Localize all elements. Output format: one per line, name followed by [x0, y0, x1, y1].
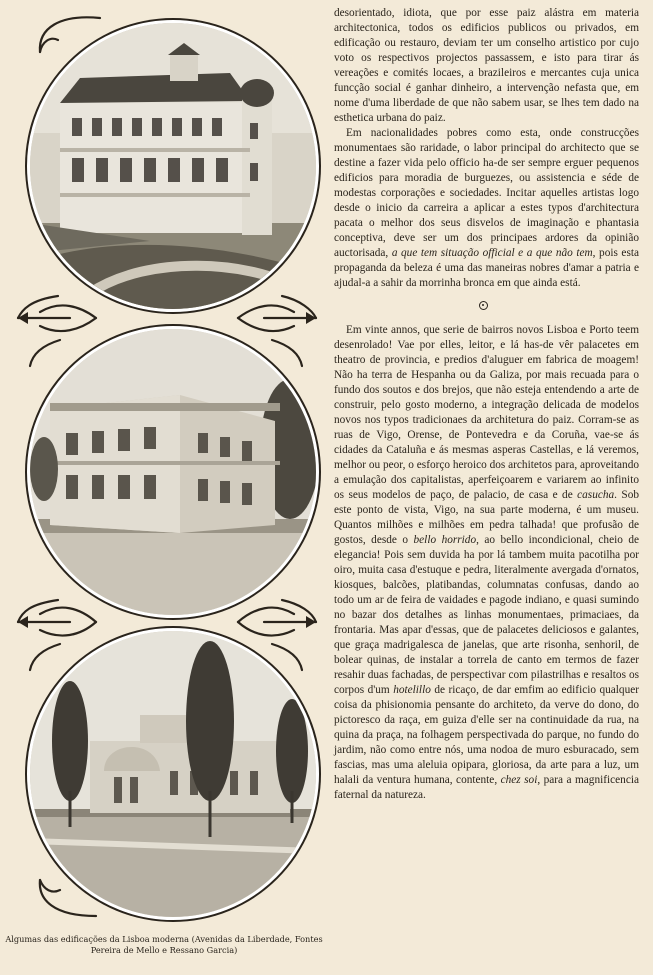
- photo-palace: [27, 326, 319, 618]
- italic-phrase-bello-horrido: bello horrido: [413, 534, 477, 546]
- photo-column: [0, 0, 330, 955]
- section-separator: [334, 291, 639, 323]
- paragraph-2: Em nacionalidades pobres como esta, onde construcções monumentaes são raridade, o labor principal do architecto que se destine a fazer vida pelo officio ha-de ser sempre erguer pequenos edificios para moradia de burguezes, ou assistencia e séde de modestas corporações e sociedades. Incitar aquelles artistas logo desde o inicio da carreira a aplicar a estes typos d'architectura pacata o melhor dos seus disvelos de imaginação e phantasia conceptiva, deve ser um dos principaes ardores da opinião auctorisada, a que tem situação official e a que não tem, pois esta propaganda da beleza é uma das maneiras nobres d'amar a patria e ajudal-a a sahir da morrinha bronca em que ainda está.: [334, 127, 639, 289]
- paragraph-1: desorientado, idiota, que por esse paiz alástra em materia architectonica, todos os edificios publicos ou privados, em edificação ou restauro, deviam ter um conselho artistico por cujo voto os respectivos projectos passassem, e isto para tirar ás vereações e comités locaes, a brazileiros e mercantes cuja unica funcção social é ganhar dinheiro, a intervenção nefasta que, em nome d'uma liberdade de que não sabem usar, se lhes tem dado na esthetica urbana do paiz.: [334, 7, 639, 124]
- italic-phrase: a que tem situação official e a que não tem: [391, 247, 593, 259]
- ring-separator-icon: [479, 301, 488, 310]
- italic-phrase-chez-soi: chez soi: [500, 774, 538, 786]
- italic-word-casucha: casucha: [577, 489, 615, 501]
- italic-word-hotelillo: hotelillo: [393, 684, 431, 696]
- article-text-column: [334, 6, 639, 803]
- photo-caption: Algumas das edificações da Lisboa moderna (Avenidas da Liberdade, Fontes Pereira de Mello e Ressano Garcia): [5, 934, 323, 955]
- photo-villa: [27, 20, 319, 312]
- photo-avenue-building: [27, 628, 319, 920]
- paragraph-3: Em vinte annos, que serie de bairros novos Lisboa e Porto teem desenrolado! Vae por elles, leitor, e lá has-de vêr palacetes em theatro de provincia, e predios d'aluguer em fabrica de moagem! Não ha terra de Hespanha ou da Galiza, por mais recuada para o fundo dos soutos e dos brejos, que não esteja entendendo a arte de construir, pelo gosto moderno, a integração delicada de modelos novos nos typos tradicionaes da architetura do paiz. Corram-se as ruas de Vigo, Orense, de Pontevedra e da Coruña, vae-se ás cidades da Cataluña e ás mesmas asperas Castellas, e lá veremos, melhor ou peor, o esforço heroico dos architetos para, aproveitando a emulação dos capitalistas, aperfeiçoarem e variarem ao infinito os seus modelos de paço, de palacio, de casa e de casucha. Sob este ponto de vista, Vigo, na sua parte moderna, é um museu. Quantos milhões e milhões em pedra talhada! que profusão de gostos, desde o bello horrido, ao bello incondicional, cheio de elegancia! Pois sem duvida ha por lá tambem muita pacotilha por oiro, muita casa d'estuque e pedra, literalmente avergada d'ornatos, kiosques, balcões, platibandas, columnatas confusas, dando ao todo um ar de feira de vaidades e pagode indiano, e quasi sumindo no bazar dos detalhes as linhas monumentaes, primaciaes, da frontaria. Mas apar d'essas, que de palacetes deliciosos e galantes, que graça madrigalesca de janelas, que arte risonha, senhoril, de bolear quinas, de instalar a torrela de canto em termos de fazer resahir duas fachadas, de perspectivar com pilastrilhas e resaltos os corpos d'um hotelillo de ricaço, de dar emfim ao edificio qualquer coisa da phisionomia pensante do architeto, da verve do dono, do pictoresco da raça, em guiza d'elle ser na continuidade da rua, na quina da praça, na folhagem perspectivada do parque, no fundo do jardim, não como entre nós, uma nodoa de muro esburacado, sem fascias, mas uma aleluia opipara, gloriosa, da arte para a luz, um halali da ventura humana, contente, chez soi, para a magnificencia faternal da natureza.: [334, 324, 640, 801]
